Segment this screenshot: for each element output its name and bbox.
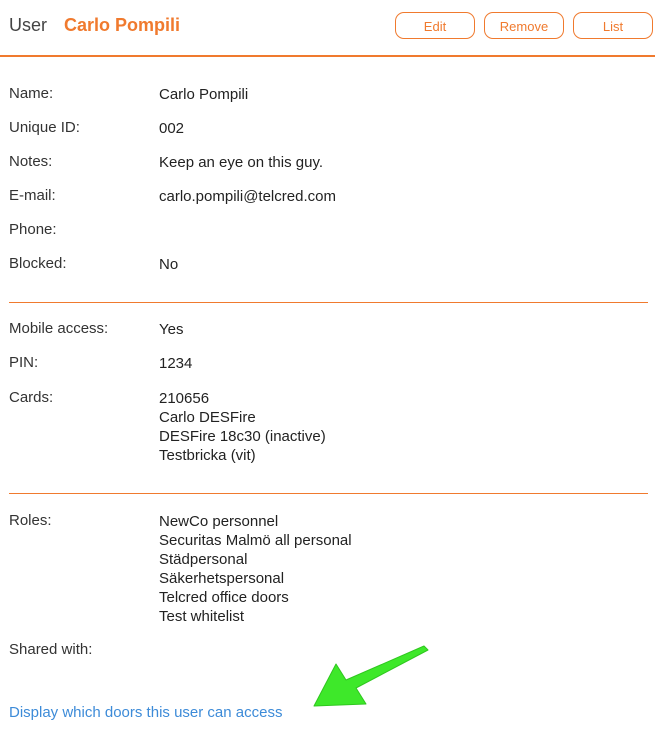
- roles-list: [159, 512, 352, 626]
- list-button[interactable]: List: [573, 12, 653, 39]
- email-label: E-mail:: [9, 187, 56, 204]
- pin-value: 1234: [159, 355, 193, 372]
- mobile-access-value: Yes: [159, 321, 184, 338]
- phone-label: Phone:: [9, 221, 57, 238]
- roles-label: Roles:: [9, 512, 52, 529]
- card-item: 210656: [159, 390, 210, 407]
- role-item: Test whitelist: [159, 608, 245, 625]
- cards-label: Cards:: [9, 389, 54, 406]
- card-item: Testbricka (vit): [159, 447, 256, 464]
- notes-label: Notes:: [9, 153, 53, 170]
- shared-with-label: Shared with:: [9, 641, 93, 658]
- blocked-value: No: [159, 256, 179, 273]
- edit-button[interactable]: Edit: [395, 12, 475, 39]
- name-value: Carlo Pompili: [159, 86, 249, 103]
- unique-id-label: Unique ID:: [9, 119, 80, 136]
- page-header: [0, 0, 655, 57]
- role-item: Städpersonal: [159, 551, 248, 568]
- card-item: DESFire 18c30 (inactive): [159, 428, 326, 445]
- unique-id-value: 002: [159, 120, 185, 137]
- page-type-label: User: [9, 15, 48, 35]
- name-label: Name:: [9, 85, 54, 102]
- remove-button[interactable]: Remove: [484, 12, 564, 39]
- role-item: Securitas Malmö all personal: [159, 532, 352, 549]
- role-item: Telcred office doors: [159, 589, 289, 606]
- annotation-arrow-icon: [300, 636, 440, 716]
- email-value: carlo.pompili@telcred.com: [159, 188, 336, 205]
- user-name-title: Carlo Pompili: [64, 15, 181, 35]
- blocked-label: Blocked:: [9, 255, 67, 272]
- card-item: Carlo DESFire: [159, 409, 256, 426]
- display-doors-link[interactable]: Display which doors this user can access: [9, 704, 283, 721]
- pin-label: PIN:: [9, 354, 39, 371]
- cards-list: [159, 389, 326, 465]
- mobile-access-label: Mobile access:: [9, 320, 109, 337]
- role-item: NewCo personnel: [159, 513, 279, 530]
- section-divider: [9, 302, 648, 303]
- notes-value: Keep an eye on this guy.: [159, 154, 324, 171]
- section-divider: [9, 493, 648, 494]
- role-item: Säkerhetspersonal: [159, 570, 285, 587]
